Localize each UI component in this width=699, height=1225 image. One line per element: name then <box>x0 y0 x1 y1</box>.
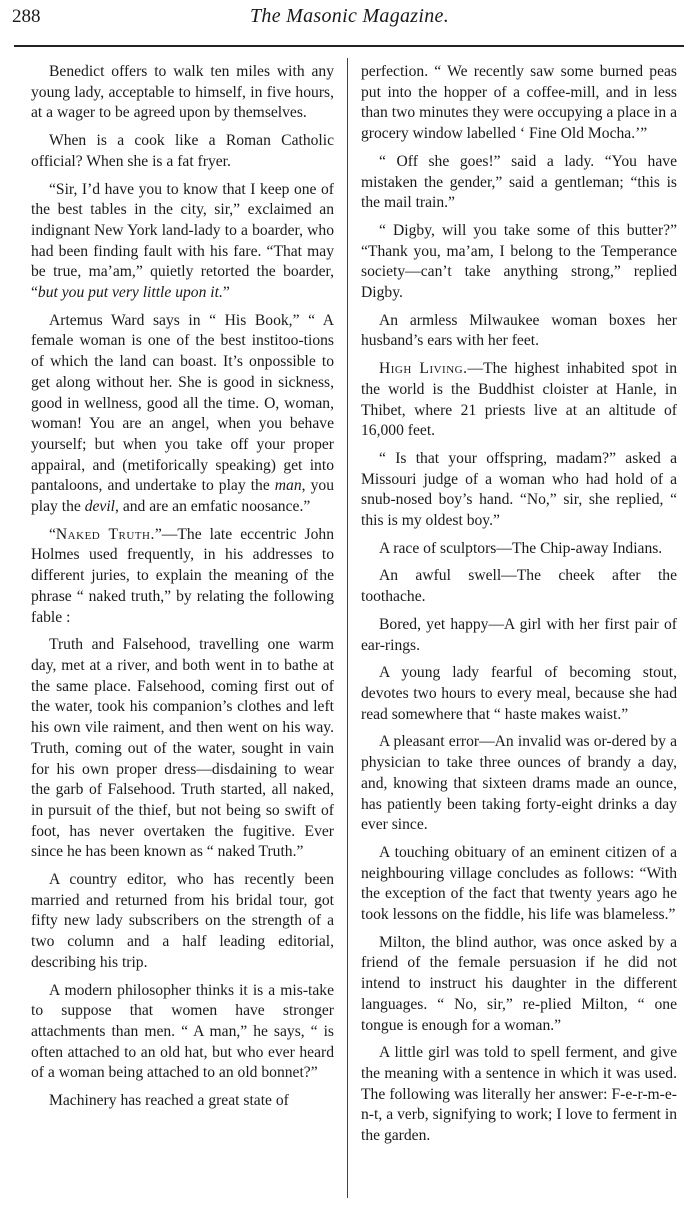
paragraph: “ Is that your offspring, madam?” asked a Missouri judge of a woman who had hold of a snub-nosed boy’s hand. “No,” sir, she replied, “ this is my oldest boy.” <box>361 449 677 530</box>
paragraph: A touching obituary of an eminent citizen of a neighbouring village concludes as follows: “With the exception of the fact that twenty years ago he took lessons on the fiddle, his life was blameless.” <box>361 843 677 924</box>
column-divider <box>347 58 348 1198</box>
page-header <box>12 4 687 42</box>
paragraph: Machinery has reached a great state of <box>49 1092 289 1110</box>
paragraph: “ Digby, will you take some of this butter?” “Thank you, ma’am, I belong to the Temperance society—can’t take anything strong,” replied Digby. <box>361 221 677 302</box>
running-title: The Masonic Magazine. <box>249 5 450 27</box>
paragraph: A pleasant error—An invalid was or-dered by a physician to take three ounces of brandy a day, and, knowing that sixteen drams made an ounce, has patiently been taking forty-eight drinks a day ever since. <box>361 733 677 834</box>
paragraph <box>31 180 334 304</box>
paragraph: Truth and Falsehood, travelling one warm day, met at a river, and both went in to bathe at the same place. Falsehood, coming first out of the water, took his companion’s clothes and left his own vile raiment, and then went on his way. Truth, coming out of the water, sought in vain for his own proper dress—disdaining to wear the garb of Falsehood. Truth started, all naked, in pursuit of the thief, but not being so swift of foot, has never overtaken the fugitive. Ever since he has been known as “ naked Truth.” <box>31 636 334 861</box>
text-run: —The highest inhabited spot in the world is the Buddhist cloister at Hanle, in Thibet, where 21 priests live at an altitude of 16,000 feet. <box>361 360 677 440</box>
paragraph: Benedict offers to walk ten miles with any young lady, acceptable to himself, in five hours, at a wager to be agreed upon by themselves. <box>31 63 334 122</box>
text-run: , and are an emfatic noosance.” <box>115 498 311 516</box>
paragraph: An armless Milwaukee woman boxes her husband’s ears with her feet. <box>361 311 677 350</box>
left-column <box>31 62 334 1119</box>
text-run: ” <box>222 284 230 302</box>
right-column <box>361 62 677 1154</box>
paragraph: A modern philosopher thinks it is a mis-take to suppose that women have stronger attachments than men. “ A man,” he says, “ is often attached to an old hat, but who ever heard of a woman being attached to an old bonnet?” <box>31 981 334 1082</box>
text-run: ”—The late eccentric John Holmes used frequently, in his addresses to different juries, to explain the meaning of the phrase “ naked truth,” by relating the following fable : <box>31 525 335 626</box>
paragraph <box>31 311 334 518</box>
paragraph <box>361 359 677 442</box>
paragraph: Milton, the blind author, was once asked by a friend of the female persuasion if he did not intend to instruct his daughter in the different languages. “ No, sir,” re-plied Milton, “ one tongue is enough for a woman.” <box>361 933 677 1034</box>
text-run: , you play the <box>31 477 334 516</box>
text-run: “Sir, I’d have you to know that I keep one of the best tables in the city, sir,” exclaimed an indignant New York land-lady to a boarder, who had been finding fault with his fare. “That may be true, ma’am,” quietly retorted the boarder, “ <box>31 180 334 302</box>
paragraph: A country editor, who has recently been married and returned from his bridal tour, got fifty new lady subscribers on the strength of a two column and a half leading editorial, describing his trip. <box>31 871 334 971</box>
italic-text: man <box>274 477 302 495</box>
text-run: “ <box>49 525 56 543</box>
small-caps-heading: High Living. <box>379 360 468 378</box>
italic-text: devil <box>84 498 116 516</box>
italic-text: but you put very little upon it. <box>37 284 223 302</box>
paragraph: Bored, yet happy—A girl with her first pair of ear-rings. <box>361 615 677 654</box>
paragraph: A young lady fearful of becoming stout, devotes two hours to every meal, because she had read somewhere that “ haste makes waist.” <box>361 664 677 723</box>
paragraph: perfection. “ We recently saw some burned peas put into the hopper of a coffee-mill, and in less than two minutes they were occupying a place in a grocery window labelled ‘ Fine Old Mocha.’” <box>361 63 677 143</box>
page-number: 288 <box>12 6 41 27</box>
paragraph: When is a cook like a Roman Catholic official? When she is a fat fryer. <box>31 132 334 170</box>
paragraph: “ Off she goes!” said a lady. “You have mistaken the gender,” said a gentleman; “this is the mail train.” <box>361 152 677 212</box>
paragraph: An awful swell—The cheek after the toothache. <box>361 567 677 606</box>
header-rule <box>14 45 684 47</box>
text-run: Artemus Ward says in “ His Book,” “ A female woman is one of the best institoo-tions of which the land can boast. It’s onpossible to get along without her. She is good in sickness, good in wellness, good all the time. O, woman, woman! You are an angel, when you behave yourself; but when you take off your proper appairal, and (metiforically speaking) get into pantaloons, and undertake to play the <box>31 311 334 495</box>
paragraph: A race of sculptors—The Chip-away Indians. <box>379 539 663 557</box>
small-caps-heading: Naked Truth. <box>55 525 155 543</box>
paragraph: A little girl was told to spell ferment, and give the meaning with a sentence in which it was used. The following was literally her answer: F-e-r-m-e-n-t, a verb, signifying to work; I love to ferment in the garden. <box>361 1044 677 1145</box>
paragraph <box>31 525 334 629</box>
